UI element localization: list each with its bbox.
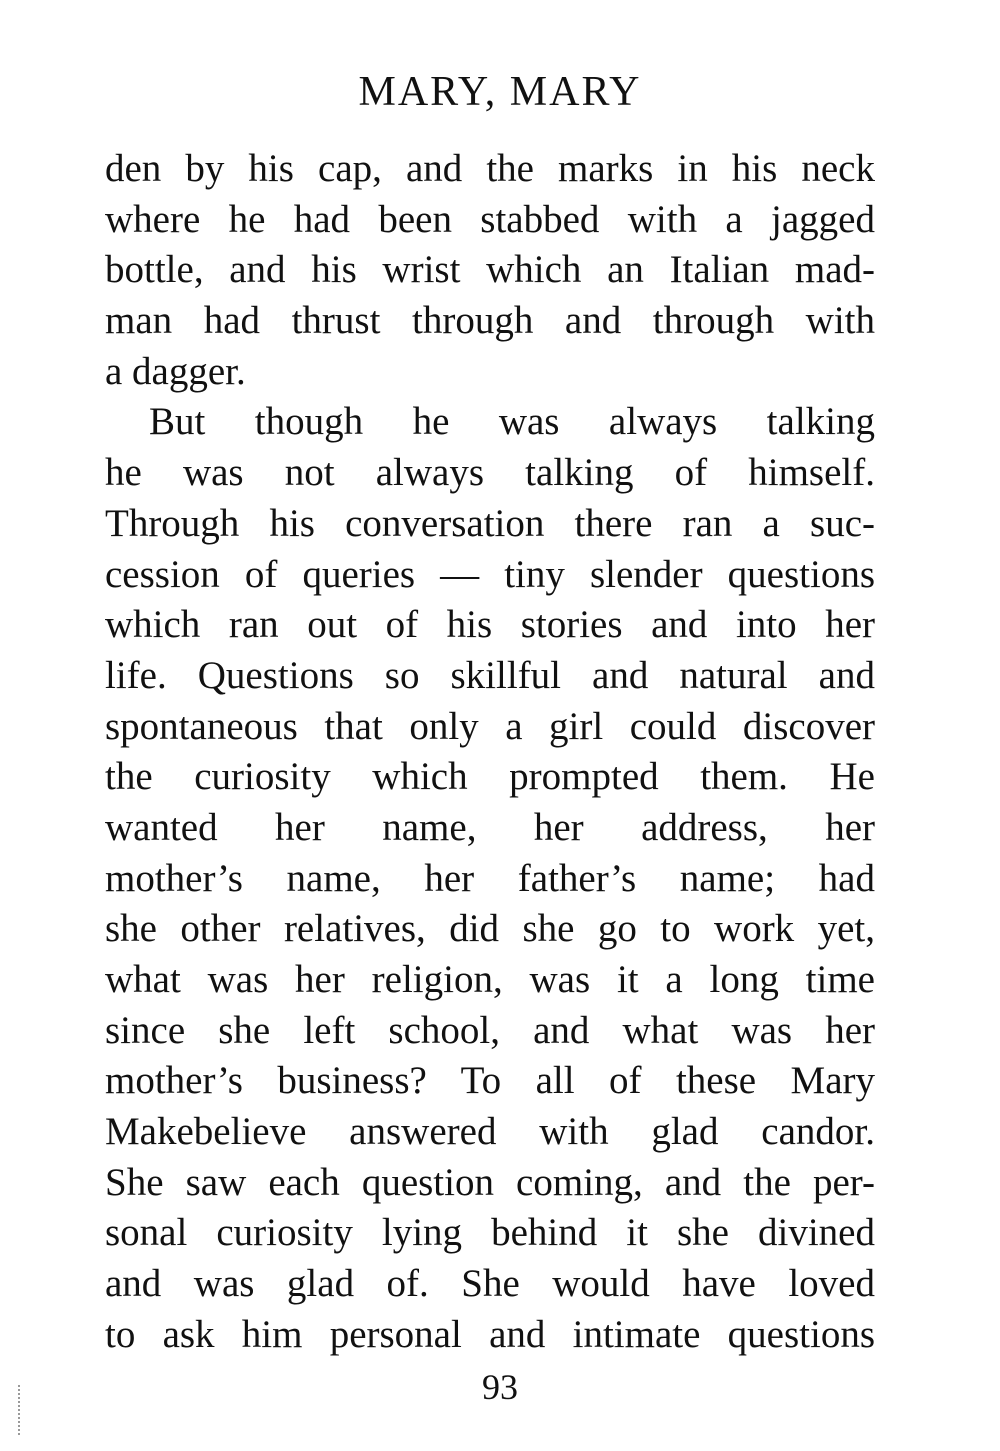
text-line: life. Questions so skillful and natural and	[105, 653, 875, 697]
text-line: spontaneous that only a girl could discover	[105, 704, 875, 748]
text-line: a dagger.	[105, 349, 246, 393]
text-line: She saw each question coming, and the per-	[105, 1160, 875, 1204]
text-line: cession of queries — tiny slender questions	[105, 552, 875, 596]
text-line: since she left school, and what was her	[105, 1008, 875, 1052]
running-head: MARY, MARY	[358, 69, 642, 115]
text-line: den by his cap, and the marks in his neck	[105, 147, 875, 190]
text-line: the curiosity which prompted them. He	[105, 755, 875, 799]
page-number: 93	[482, 1367, 518, 1407]
text-line: where he had been stabbed with a jagged	[105, 197, 875, 241]
text-line: she other relatives, did she go to work yet,	[105, 907, 875, 951]
text-line: wanted her name, her address, her	[105, 805, 875, 849]
text-line: which ran out of his stories and into her	[105, 603, 875, 647]
margin-scan-marks	[18, 1385, 22, 1435]
text-line: to ask him personal and intimate questions	[105, 1312, 875, 1356]
text-line: man had thrust through and through with	[105, 299, 875, 343]
text-line: Through his conversation there ran a suc-	[105, 501, 875, 545]
paragraph-first-line: But though he was always talking	[149, 400, 875, 444]
text-line: sonal curiosity lying behind it she divined	[105, 1211, 875, 1255]
text-line: and was glad of. She would have loved	[105, 1262, 875, 1306]
text-line: what was her religion, was it a long time	[105, 958, 875, 1001]
text-line: mother’s business? To all of these Mary	[105, 1059, 875, 1103]
text-line: mother’s name, her father’s name; had	[105, 856, 875, 900]
text-line: bottle, and his wrist which an Italian mad-	[105, 248, 875, 292]
text-line: he was not always talking of himself.	[105, 451, 875, 495]
body-text	[105, 144, 875, 1361]
text-line: Makebelieve answered with glad candor.	[105, 1110, 875, 1154]
